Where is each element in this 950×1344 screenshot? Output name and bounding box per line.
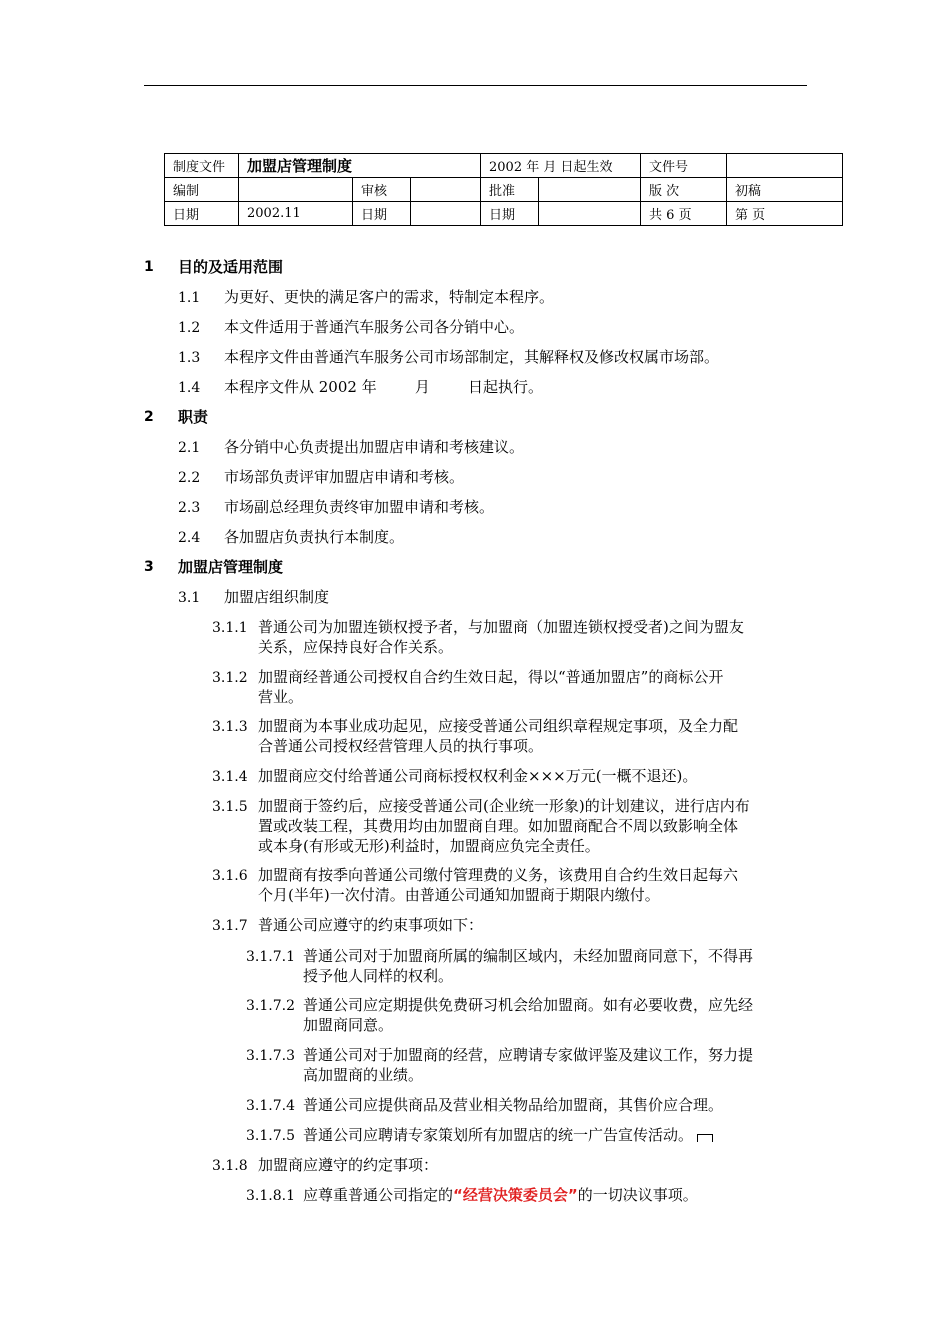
version-label: 版 次 — [641, 178, 727, 202]
item-text-line: 合普通公司授权经营管理人员的执行事项。 — [258, 737, 544, 755]
item-text: 本文件适用于普通汽车服务公司各分销中心。 — [224, 318, 525, 336]
header-row-3 — [165, 202, 843, 226]
date-value-1: 2002.11 — [239, 202, 353, 226]
item-text: 为更好、更快的满足客户的需求，特制定本程序。 — [224, 288, 555, 306]
section-number: 2 — [144, 409, 154, 425]
review-value — [411, 178, 481, 202]
item-text-line: 普通公司应定期提供免费研习机会给加盟商。如有必要收费，应先经 — [303, 996, 754, 1014]
item-text-line: 普通公司应遵守的约束事项如下： — [258, 916, 484, 934]
item-number: 3.1.8 — [212, 1158, 248, 1174]
item-text: 普通公司应聘请专家策划所有加盟店的统一广告宣传活动。 — [303, 1126, 694, 1144]
date-value-2 — [411, 202, 481, 226]
item-text: 本程序文件从 2002 年 月 日起执行。 — [224, 378, 544, 396]
item-number: 2.2 — [178, 470, 201, 486]
item-text-line: 加盟商有按季向普通公司缴付管理费的义务，该费用自合约生效日起每六 — [258, 866, 739, 884]
section-number: 1 — [144, 259, 154, 275]
item-text-line — [303, 1125, 813, 1145]
item-text: 加盟店组织制度 — [224, 588, 330, 606]
item-text-line: 关系，应保持良好合作关系。 — [258, 638, 454, 656]
date-value-3 — [539, 202, 641, 226]
item-text-line: 加盟商应交付给普通公司商标授权权利金×××万元(一概不退还)。 — [258, 767, 698, 785]
approve-value — [539, 178, 641, 202]
document-header-table — [164, 153, 843, 226]
item-text-line: 加盟商同意。 — [303, 1016, 394, 1034]
item-text-line: 普通公司对于加盟商的经营，应聘请专家做评鉴及建议工作，努力提 — [303, 1046, 754, 1064]
item-number: 3.1.2 — [212, 670, 248, 686]
item-number: 1.2 — [178, 320, 201, 336]
item-number: 3.1.5 — [212, 799, 248, 815]
item-number: 3.1.3 — [212, 719, 248, 735]
item-text: 各分销中心负责提出加盟店申请和考核建议。 — [224, 438, 525, 456]
item-text-line: 加盟商经普通公司授权自合约生效日起，得以“普通加盟店”的商标公开 — [258, 668, 724, 686]
section-title: 加盟店管理制度 — [178, 558, 284, 576]
item-number: 1.4 — [178, 380, 201, 396]
author-value — [239, 178, 353, 202]
date-label-3: 日期 — [481, 202, 539, 226]
item-number: 3.1.7 — [212, 918, 248, 934]
approve-label: 批准 — [481, 178, 539, 202]
section-title: 职责 — [178, 408, 209, 426]
item-text-line: 加盟商为本事业成功起见，应接受普通公司组织章程规定事项，及全力配 — [258, 717, 739, 735]
item-text: 市场副总经理负责终审加盟申请和考核。 — [224, 498, 495, 516]
item-text-line — [303, 1185, 813, 1205]
item-number: 3.1.7.2 — [246, 998, 295, 1014]
header-row-1 — [165, 154, 843, 178]
item-text: 应尊重普通公司指定的 — [303, 1186, 454, 1204]
item-text-line: 普通公司对于加盟商所属的编制区域内，未经加盟商同意下，不得再 — [303, 947, 754, 965]
header-row-2 — [165, 178, 843, 202]
version-value: 初稿 — [727, 178, 843, 202]
item-text-line: 个月(半年)一次付清。由普通公司通知加盟商于期限内缴付。 — [258, 886, 660, 904]
date-label-1: 日期 — [165, 202, 239, 226]
item-number: 2.4 — [178, 530, 201, 546]
highlighted-term: “经营决策委员会” — [453, 1186, 578, 1204]
item-text-line: 普通公司为加盟连锁权授予者，与加盟商（加盟连锁权授受者)之间为盟友 — [258, 618, 744, 636]
item-number: 3.1.7.4 — [246, 1098, 295, 1114]
item-number: 3.1.1 — [212, 620, 248, 636]
item-number: 1.1 — [178, 290, 201, 306]
doc-title: 加盟店管理制度 — [239, 154, 481, 178]
item-number: 3.1.8.1 — [246, 1188, 295, 1204]
item-number: 2.1 — [178, 440, 201, 456]
doc-type-label: 制度文件 — [165, 154, 239, 178]
section-title: 目的及适用范围 — [178, 258, 284, 276]
item-number: 2.3 — [178, 500, 201, 516]
item-text: 市场部负责评审加盟店申请和考核。 — [224, 468, 465, 486]
item-number: 3.1.7.5 — [246, 1128, 295, 1144]
item-number: 3.1.6 — [212, 868, 248, 884]
item-text-line: 置或改装工程，其费用均由加盟商自理。如加盟商配合不周以致影响全体 — [258, 817, 739, 835]
item-text: 的一切决议事项。 — [577, 1186, 698, 1204]
doc-number-value — [727, 154, 843, 178]
item-number: 3.1 — [178, 590, 201, 606]
effective-date: 2002 年 月 日起生效 — [481, 154, 641, 178]
item-text-line: 加盟商于签约后，应接受普通公司(企业统一形象)的计划建议，进行店内布 — [258, 797, 750, 815]
item-text: 本程序文件由普通汽车服务公司市场部制定，其解释权及修改权属市场部。 — [224, 348, 720, 366]
total-pages: 共 6 页 — [641, 202, 727, 226]
item-number: 3.1.4 — [212, 769, 248, 785]
author-label: 编制 — [165, 178, 239, 202]
section-number: 3 — [144, 559, 154, 575]
item-number: 3.1.7.3 — [246, 1048, 295, 1064]
item-text: 各加盟店负责执行本制度。 — [224, 528, 405, 546]
item-text-line: 高加盟商的业绩。 — [303, 1066, 424, 1084]
top-rule — [144, 85, 807, 86]
item-text-line: 或本身(有形或无形)利益时，加盟商应负完全责任。 — [258, 837, 600, 855]
item-text-line: 授予他人同样的权利。 — [303, 967, 454, 985]
item-number: 3.1.7.1 — [246, 949, 295, 965]
item-text-line: 普通公司应提供商品及营业相关物品给加盟商，其售价应合理。 — [303, 1096, 724, 1114]
doc-number-label: 文件号 — [641, 154, 727, 178]
date-label-2: 日期 — [353, 202, 411, 226]
item-text-line: 营业。 — [258, 688, 304, 706]
page-number: 第 页 — [727, 202, 843, 226]
item-number: 1.3 — [178, 350, 201, 366]
item-text-line: 加盟商应遵守的约定事项： — [258, 1156, 439, 1174]
review-label: 审核 — [353, 178, 411, 202]
edit-mark-icon — [697, 1134, 713, 1142]
